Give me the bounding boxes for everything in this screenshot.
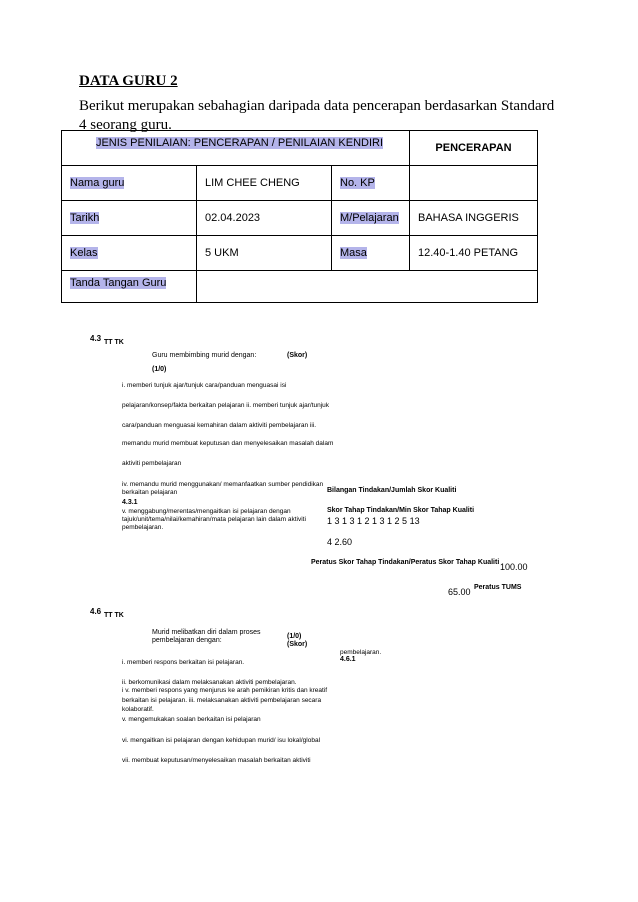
date-label: Tarikh bbox=[70, 212, 100, 224]
peratus-tums-value: 65.00 bbox=[448, 587, 471, 597]
section-4-6-item-2: ii. berkomunikasi dalam melaksanakan aktiviti pembelajaran. bbox=[122, 679, 297, 686]
class-label: Kelas bbox=[70, 247, 98, 259]
teacher-name-label: Nama guru bbox=[70, 177, 125, 189]
skor-values: 1 3 1 3 1 2 1 3 1 2 5 13 bbox=[327, 516, 420, 526]
section-4-3-item-1: i. memberi tunjuk ajar/tunjuk cara/panduan menguasai isi bbox=[122, 382, 287, 389]
teacher-name-label-cell bbox=[62, 166, 197, 201]
min-skor-values: 4 2.60 bbox=[327, 537, 353, 547]
section-4-6-number: 4.6 bbox=[90, 607, 102, 616]
section-4-6-sub: 4.6.1 bbox=[340, 656, 356, 663]
observation-header: PENCERAPAN bbox=[410, 131, 538, 166]
section-4-6-item-1: i. memberi respons berkaitan isi pelajaran. bbox=[122, 659, 245, 666]
observation-form-table bbox=[61, 130, 538, 303]
section-4-3-item-7c: pembelajaran. bbox=[122, 524, 164, 531]
signature-label-cell bbox=[62, 271, 197, 303]
time-value: 12.40-1.40 PETANG bbox=[410, 236, 538, 271]
assessment-type-label: JENIS PENILAIAN: PENCERAPAN / PENILAIAN KENDIRI bbox=[95, 137, 384, 149]
document-title: DATA GURU 2 bbox=[79, 73, 178, 89]
section-4-6-item-6: v. mengemukakan soalan berkaitan isi pelajaran bbox=[122, 716, 261, 723]
section-4-6-intro-b: pembelajaran dengan: bbox=[152, 637, 222, 644]
subject-label-cell bbox=[332, 201, 410, 236]
class-value: 5 UKM bbox=[197, 236, 332, 271]
section-4-3-item-2: pelajaran/konsep/fakta berkaitan pelajaran ii. memberi tunjuk ajar/tunjuk bbox=[122, 402, 330, 409]
ic-number-label: No. KP bbox=[340, 177, 375, 189]
section-4-3-number: 4.3 bbox=[90, 334, 102, 343]
section-4-3-item-6a: iv. memandu murid menggunakan/ memanfaatkan sumber pendidikan bbox=[122, 481, 324, 488]
section-4-6-intro-a: Murid melibatkan diri dalam proses bbox=[152, 629, 261, 636]
teacher-name-value: LIM CHEE CHENG bbox=[197, 166, 332, 201]
section-4-3-scale: (1/0) bbox=[152, 366, 167, 373]
ic-number-value bbox=[410, 166, 538, 201]
ic-number-label-cell bbox=[332, 166, 410, 201]
section-4-3-suffix: TT TK bbox=[104, 339, 124, 346]
section-4-3-item-7a: v. menggabung/merentas/mengaitkan isi pelajaran dengan bbox=[122, 508, 291, 515]
section-4-3-item-3: cara/panduan menguasai kemahiran dalam aktiviti pembelajaran iii. bbox=[122, 422, 317, 429]
section-4-6-scale: (1/0) bbox=[287, 633, 302, 640]
class-label-cell bbox=[62, 236, 197, 271]
signature-label: Tanda Tangan Guru bbox=[70, 277, 167, 289]
date-label-cell bbox=[62, 201, 197, 236]
bilangan-tindakan-label: Bilangan Tindakan/Jumlah Skor Kualiti bbox=[327, 487, 457, 494]
section-4-6-item-4: berkaitan isi pelajaran. iii. melaksanakan aktiviti pembelajaran secara bbox=[122, 697, 322, 704]
peratus-tums-label: Peratus TUMS bbox=[474, 584, 522, 591]
peratus-skor-value: 100.00 bbox=[500, 562, 528, 572]
peratus-skor-label: Peratus Skor Tahap Tindakan/Peratus Skor Tahap Kualiti bbox=[311, 559, 500, 566]
section-4-6-skor: (Skor) bbox=[287, 641, 308, 648]
section-4-6-item-5: kolaboratif. bbox=[122, 706, 154, 713]
date-value: 02.04.2023 bbox=[197, 201, 332, 236]
time-label-cell bbox=[332, 236, 410, 271]
section-4-3-item-4: memandu murid membuat keputusan dan menyelesaikan masalah dalam bbox=[122, 440, 334, 447]
subject-label: M/Pelajaran bbox=[340, 212, 399, 224]
time-label: Masa bbox=[340, 247, 367, 259]
section-4-6-item-8: vii. membuat keputusan/menyelesaikan masalah berkaitan aktiviti bbox=[122, 757, 311, 764]
signature-field bbox=[197, 271, 538, 303]
skor-tahap-label: Skor Tahap Tindakan/Min Skor Tahap Kualiti bbox=[327, 507, 475, 514]
section-4-3-sub: 4.3.1 bbox=[122, 499, 138, 506]
section-4-6-side-text: pembelajaran. bbox=[340, 649, 382, 656]
section-4-6-item-7: vi. mengaitkan isi pelajaran dengan kehidupan murid/ isu lokal/global bbox=[122, 737, 321, 744]
section-4-3-skor: (Skor) bbox=[287, 352, 308, 359]
intro-paragraph: Berikut merupakan sebahagian daripada data pencerapan berdasarkan Standard 4 seorang guru. bbox=[79, 98, 555, 133]
section-4-6-suffix: TT TK bbox=[104, 612, 124, 619]
assessment-type-header bbox=[62, 131, 410, 166]
section-4-3-intro: Guru membimbing murid dengan: bbox=[152, 352, 257, 359]
subject-value: BAHASA INGGERIS bbox=[410, 201, 538, 236]
section-4-3-item-5: aktiviti pembelajaran bbox=[122, 460, 182, 467]
section-4-6-item-3: i v. memberi respons yang menjurus ke arah pemikiran kritis dan kreatif bbox=[122, 687, 328, 694]
section-4-3-item-7b: tajuk/unit/tema/nilai/kemahiran/mata pelajaran lain dalam aktiviti bbox=[122, 516, 306, 523]
section-4-3-item-6b: berkaitan pelajaran bbox=[122, 489, 178, 496]
